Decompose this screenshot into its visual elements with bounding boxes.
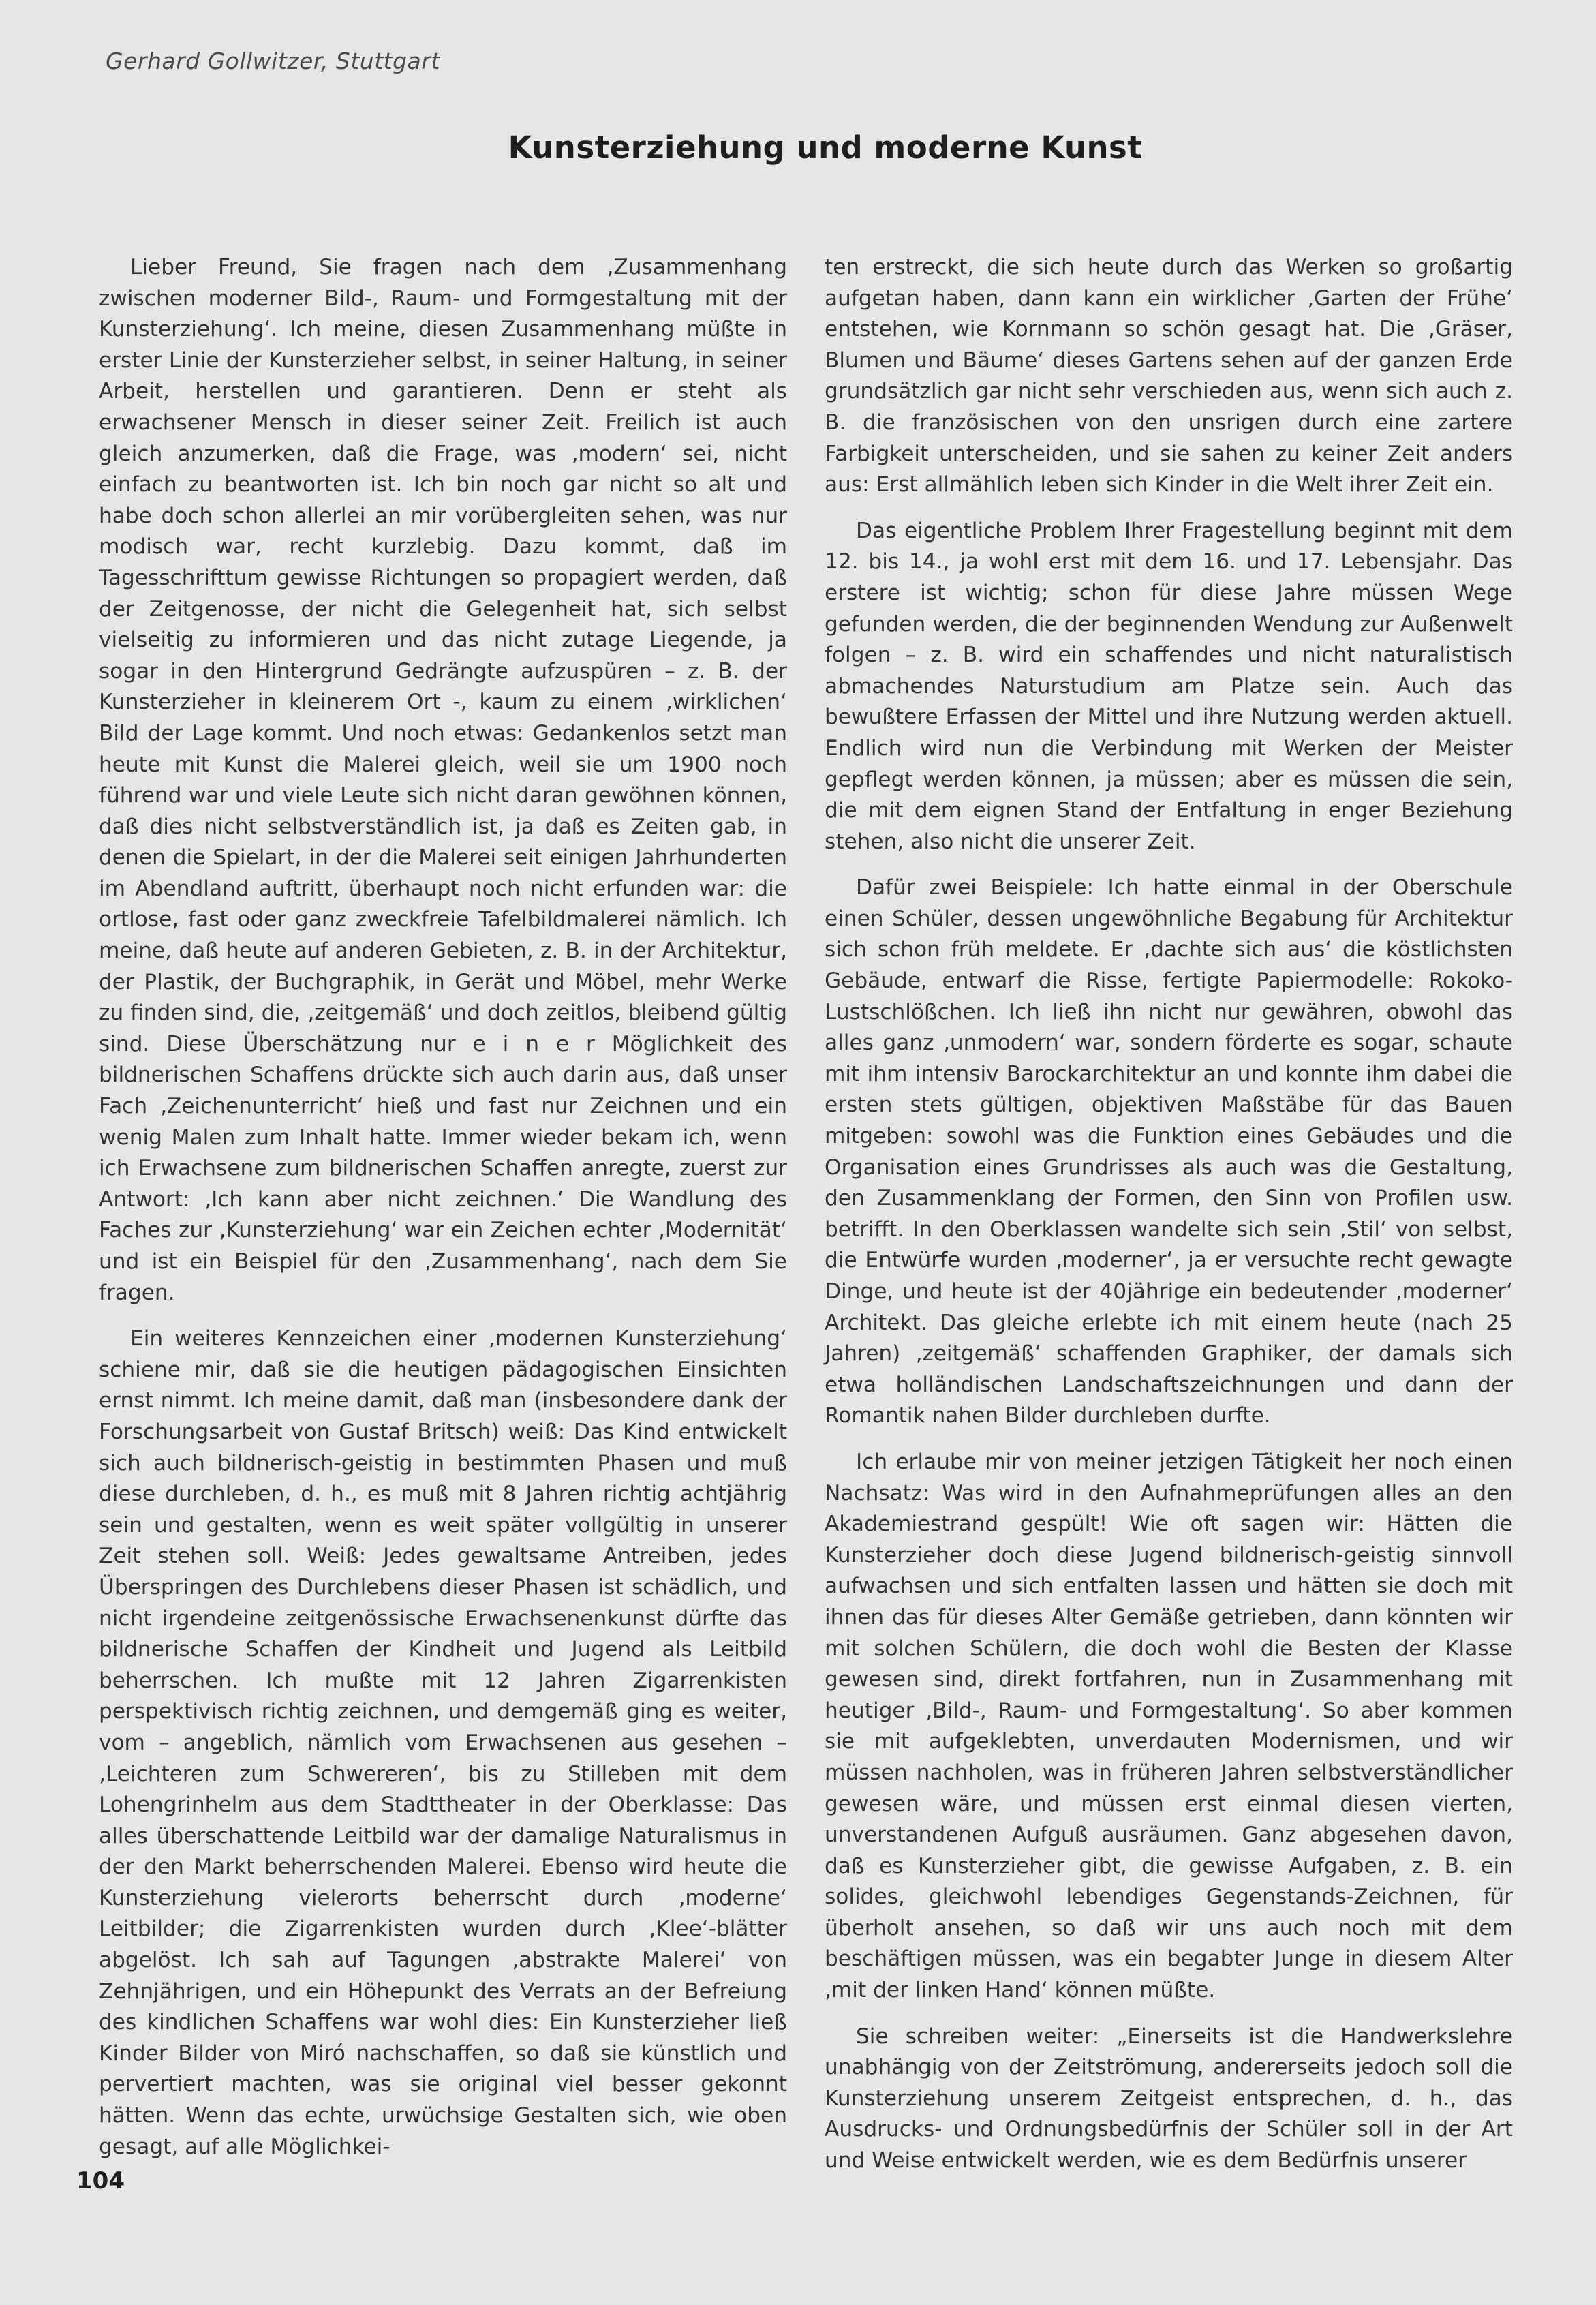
article-title: Kunsterziehung und moderne Kunst xyxy=(508,129,1143,166)
text-column-right xyxy=(825,252,1513,2192)
paragraph: Ich erlaube mir von meiner jetzigen Tätigkeit her noch einen Nachsatz: Was wird in den Aufnahmeprüfungen alles an den Akademiestrand gespült! Wie oft sagen wir: Hätten die Kunsterzieher doch diese Jugend bildnerisch-geistig sinnvoll aufwachsen und sich entfalten lassen und hätten sie doch mit ihnen das für dieses Alter Gemäße getrieben, dann könnten wir mit solchen Schülern, die doch wohl die Besten der Klasse gewesen sind, direkt fortfahren, nun in Zusammenhang mit heutiger ‚Bild-, Raum- und Formgestaltung‘. So aber kommen sie mit aufgeklebten, unverdauten Modernismen, und wir müssen nachholen, was in früheren Jahren selbstverständlicher gewesen wäre, und müssen erst einmal diesen vierten, unverstandenen Aufguß ausräumen. Ganz abgesehen davon, daß es Kunsterzieher gibt, die gewisse Aufgaben, z. B. ein solides, gleichwohl lebendiges Gegenstands-Zeichnen, für überholt ansehen, so daß wir uns auch noch mit dem beschäftigen müssen, was ein begabter Junge in diesem Alter ‚mit der linken Hand‘ können müßte. xyxy=(825,1449,1513,2003)
author-line: Gerhard Gollwitzer, Stuttgart xyxy=(106,48,440,74)
text-column-left xyxy=(99,252,787,2178)
paragraph: ten erstreckt, die sich heute durch das Werken so großartig aufgetan haben, dann kann ein wirklicher ‚Garten der Frühe‘ entstehen, wie Kornmann so schön gesagt hat. Die ‚Gräser, Blumen und Bäume‘ dieses Gartens sehen auf der ganzen Erde grundsätzlich gar nicht sehr verschieden aus, wenn sich auch z. B. die französischen von den unsrigen durch eine zartere Farbigkeit unterscheiden, und sie sahen zu keiner Zeit anders aus: Erst allmählich leben sich Kinder in die Welt ihrer Zeit ein. xyxy=(825,255,1513,498)
page-number: 104 xyxy=(76,2167,125,2195)
paragraph: Dafür zwei Beispiele: Ich hatte einmal in der Oberschule einen Schüler, dessen ungewöhnliche Begabung für Architektur sich schon früh meldete. Er ‚dachte sich aus‘ die köstlichsten Gebäude, entwarf die Risse, fertigte Papiermodelle: Rokoko-Lustschlößchen. Ich ließ ihn nicht nur gewähren, obwohl das alles ganz ‚unmodern‘ war, sondern förderte es sogar, schaute mit ihm intensiv Barockarchitektur an und konnte ihm dabei die ersten stets gültigen, objektiven Maßstäbe für das Bauen mitgeben: sowohl was die Funktion eines Gebäudes und die Organisation eines Grundrisses als auch was die Gestaltung, den Zusammenklang der Formen, den Sinn von Profilen usw. betrifft. In den Oberklassen wandelte sich sein ‚Stil‘ von selbst, die Entwürfe wurden ‚moderner‘, ja er versuchte recht gewagte Dinge, und heute ist der 40jährige ein bedeutender ‚moderner‘ Architekt. Das gleiche erlebte ich mit einem heute (nach 25 Jahren) ‚zeitgemäß‘ schaffenden Graphiker, der damals sich etwa holländischen Landschaftszeichnungen und dann der Romantik nahen Bilder durchleben durfte. xyxy=(825,875,1513,1429)
paragraph: Sie schreiben weiter: „Einerseits ist die Handwerkslehre unabhängig von der Zeitströmung, andererseits jedoch soll die Kunsterziehung unserem Zeitgeist entsprechen, d. h., das Ausdrucks- und Ordnungsbedürfnis der Schüler soll in der Art und Weise entwickelt werden, wie es dem Bedürfnis unserer xyxy=(825,2024,1513,2173)
paragraph: Ein weiteres Kennzeichen einer ‚modernen Kunsterziehung‘ schiene mir, daß sie die heutigen pädagogischen Einsichten ernst nimmt. Ich meine damit, daß man (insbesondere dank der Forschungsarbeit von Gustaf Britsch) weiß: Das Kind entwickelt sich auch bildnerisch-geistig in bestimmten Phasen und muß diese durchleben, d. h., es muß mit 8 Jahren richtig achtjährig sein und gestalten, wenn es weit später vollgültig in unserer Zeit stehen soll. Weiß: Jedes gewaltsame Antreiben, jedes Überspringen des Durchlebens dieser Phasen ist schädlich, und nicht irgendeine zeitgenössische Erwachsenenkunst dürfte das bildnerische Schaffen der Kindheit und Jugend als Leitbild beherrschen. Ich mußte mit 12 Jahren Zigarrenkisten perspektivisch richtig zeichnen, und demgemäß ging es weiter, vom – angeblich, nämlich vom Erwachsenen aus gesehen – ‚Leichteren zum Schwereren‘, bis zu Stilleben mit dem Lohengrinhelm aus dem Stadttheater in der Oberklasse: Das alles überschattende Leitbild war der damalige Naturalismus in der den Markt beherrschenden Malerei. Ebenso wird heute die Kunsterziehung vielerorts beherrscht durch ‚moderne‘ Leitbilder; die Zigarrenkisten wurden durch ‚Klee‘-blätter abgelöst. Ich sah auf Tagungen ‚abstrakte Malerei‘ von Zehnjährigen, und ein Höhepunkt des Verrats an der Befreiung des kindlichen Schaffens war wohl dies: Ein Kunsterzieher ließ Kinder Bilder von Miró nachschaffen, so daß sie künstlich und pervertiert machten, was sie original viel besser gekonnt hätten. Wenn das echte, urwüchsige Gestalten sich, wie oben gesagt, auf alle Möglichkei- xyxy=(99,1326,787,2159)
paragraph: Das eigentliche Problem Ihrer Fragestellung beginnt mit dem 12. bis 14., ja wohl erst mit dem 16. und 17. Lebensjahr. Das erstere ist wichtig; schon für diese Jahre müssen Wege gefunden werden, die der beginnenden Wendung zur Außenwelt folgen – z. B. wird ein schaffendes und nicht naturalistisch abmachendes Naturstudium am Platze sein. Auch das bewußtere Erfassen der Mittel und ihre Nutzung werden aktuell. Endlich wird nun die Verbindung mit Werken der Meister gepflegt werden können, ja müssen; aber es müssen die sein, die mit dem eignen Stand der Entfaltung in enger Beziehung stehen, also nicht die unserer Zeit. xyxy=(825,518,1513,854)
paragraph: Lieber Freund, Sie fragen nach dem ‚Zusammenhang zwischen moderner Bild-, Raum- und Formgestaltung mit der Kunsterziehung‘. Ich meine, diesen Zusammenhang müßte in erster Linie der Kunsterzieher selbst, in seiner Haltung, in seiner Arbeit, herstellen und garantieren. Denn er steht als erwachsener Mensch in dieser seiner Zeit. Freilich ist auch gleich anzumerken, daß die Frage, was ‚modern‘ sei, nicht einfach zu beantworten ist. Ich bin noch gar nicht so alt und habe doch schon allerlei an mir vorübergleiten sehen, was nur modisch war, recht kurzlebig. Dazu kommt, daß im Tagesschrifttum gewisse Richtungen so propagiert werden, daß der Zeitgenosse, der nicht die Gelegenheit hat, sich selbst vielseitig zu informieren und das nicht zutage Liegende, ja sogar in den Hintergrund Gedrängte aufzuspüren – z. B. der Kunsterzieher in kleinerem Ort -, kaum zu einem ‚wirklichen‘ Bild der Lage kommt. Und noch etwas: Gedankenlos setzt man heute mit Kunst die Malerei gleich, weil sie um 1900 noch führend war und viele Leute sich nicht daran gewöhnen können, daß dies nicht selbstverständlich ist, ja daß es Zeiten gab, in denen die Spielart, in der die Malerei seit einigen Jahrhunderten im Abendland auftritt, überhaupt noch nicht erfunden war: die ortlose, fast oder ganz zweckfreie Tafelbildmalerei nämlich. Ich meine, daß heute auf anderen Gebieten, z. B. in der Architektur, der Plastik, der Buchgraphik, in Gerät und Möbel, mehr Werke zu finden sind, die, ‚zeitgemäß‘ und doch zeitlos, bleibend gültig sind. Diese Überschätzung nur e i n e r Möglichkeit des bildnerischen Schaffens drückte sich auch darin aus, daß unser Fach ‚Zeichenunterricht‘ hieß und fast nur Zeichnen und ein wenig Malen zum Inhalt hatte. Immer wieder bekam ich, wenn ich Erwachsene zum bildnerischen Schaffen anregte, zuerst zur Antwort: ‚Ich kann aber nicht zeichnen.‘ Die Wandlung des Faches zur ‚Kunsterziehung‘ war ein Zeichen echter ‚Modernität‘ und ist ein Beispiel für den ‚Zusammenhang‘, nach dem Sie fragen. xyxy=(99,255,787,1305)
